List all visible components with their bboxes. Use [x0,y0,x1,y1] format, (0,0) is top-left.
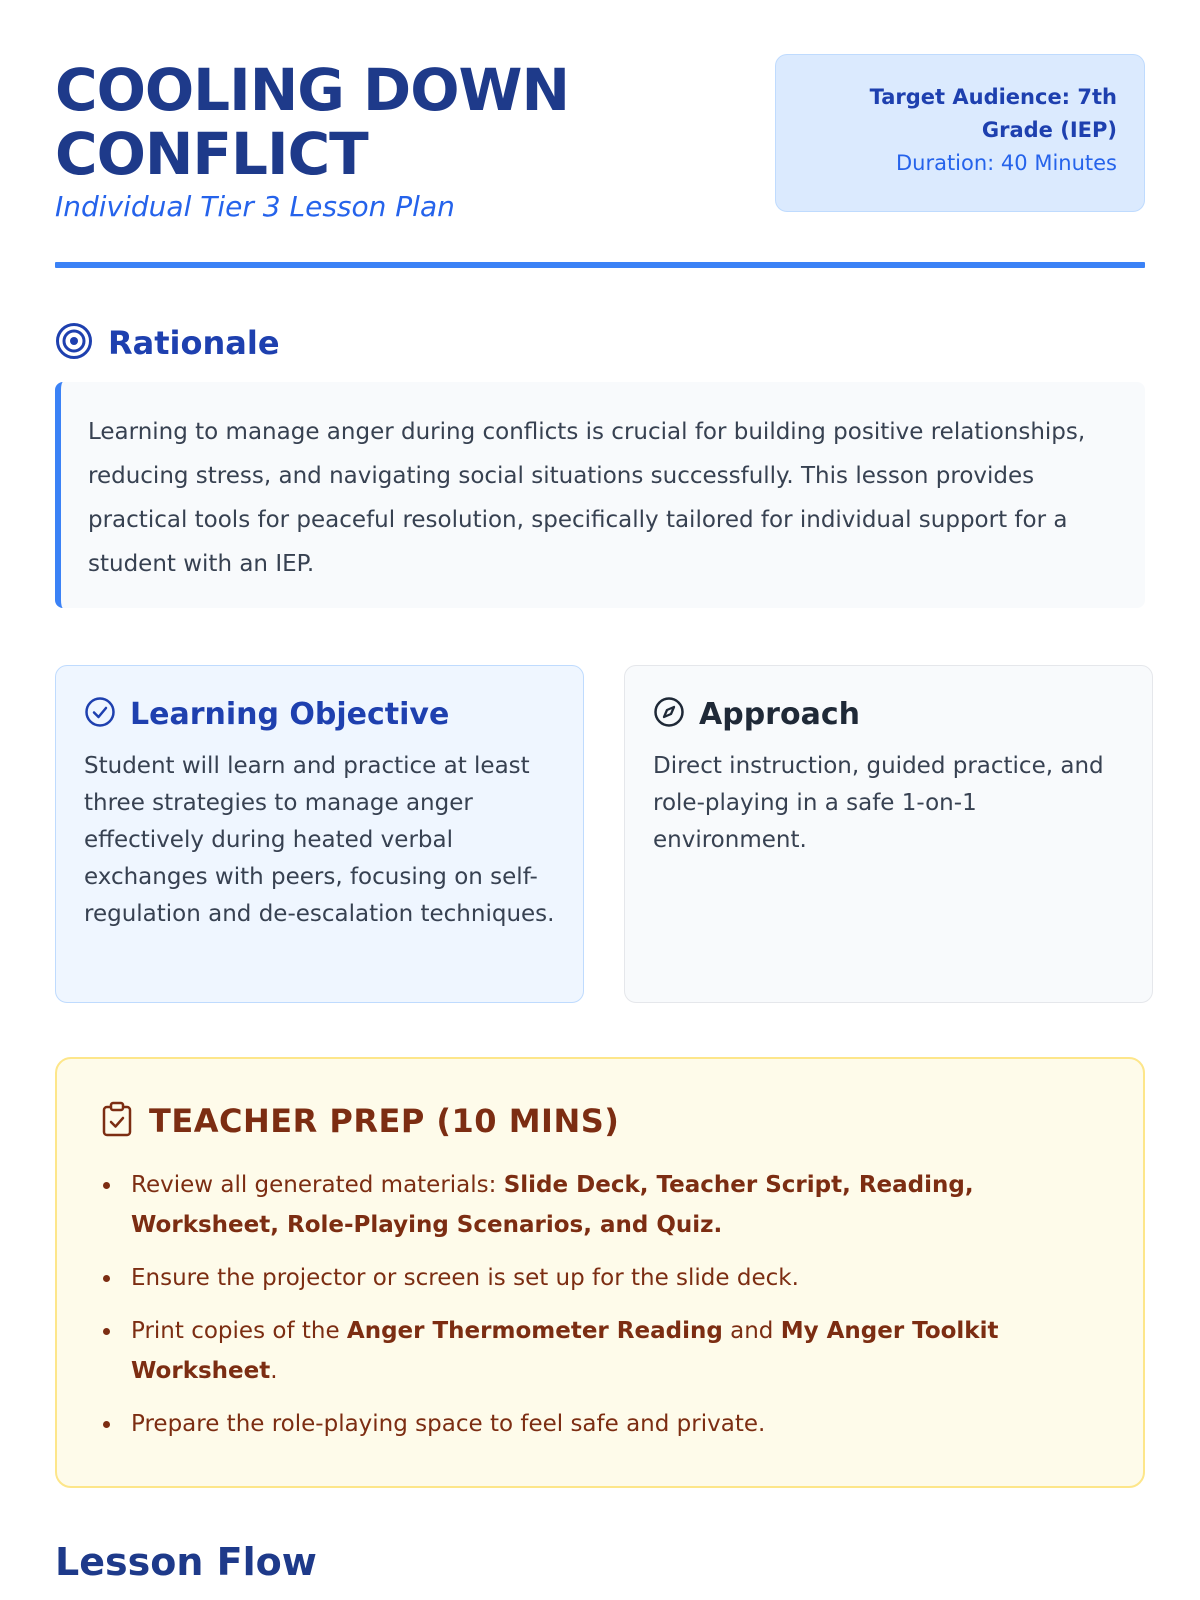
rationale-heading-row [55,322,280,364]
target-icon [55,322,93,364]
rationale-text: Learning to manage anger during conflicts is crucial for building positive relationships, reducing stress, and navigating social situations successfully. This lesson provides practical tools for peaceful resolution, specifically tailored for individual support for a student with an IEP. [88,419,1086,577]
teacher-prep-box [55,1057,1145,1488]
check-circle-icon [84,696,116,732]
learning-objective-text: Student will learn and practice at least three strategies to manage anger effectively during heated verbal exchanges with peers, focusing on self-regulation and de-escalation techniques. [84,753,555,927]
page-title: COOLING DOWN CONFLICT [55,56,570,188]
learning-objective-heading: Learning Objective [130,696,450,732]
learning-objective-card [55,665,584,1003]
approach-heading-row [653,696,1124,732]
learning-objective-heading-row [84,696,555,732]
target-audience: Target Audience: 7th Grade (IEP) [869,85,1117,142]
clipboard-check-icon [101,1101,133,1141]
compass-icon [653,696,685,732]
approach-heading: Approach [699,696,860,732]
teacher-prep-heading: TEACHER PREP (10 MINS) [149,1102,620,1140]
rationale-heading: Rationale [108,324,280,362]
list-item: Ensure the projector or screen is set up for the slide deck. [101,1258,1099,1298]
teacher-prep-list [101,1165,1099,1444]
approach-card [624,665,1153,1003]
list-item: Print copies of the Anger Thermometer Reading and My Anger Toolkit Worksheet. [101,1311,1099,1391]
page-subtitle: Individual Tier 3 Lesson Plan [55,190,455,223]
header-divider [55,262,1145,268]
header [55,0,1145,270]
audience-card [775,54,1145,212]
teacher-prep-heading-row [101,1101,1099,1141]
list-item: Prepare the role-playing space to feel safe and private. [101,1404,1099,1444]
approach-text: Direct instruction, guided practice, and role-playing in a safe 1-on-1 environment. [653,753,1104,853]
list-item: Review all generated materials: Slide Deck, Teacher Script, Reading, Worksheet, Role-Playing Scenarios, and Quiz. [101,1165,1099,1245]
rationale-box [55,382,1145,608]
lesson-flow-heading: Lesson Flow [55,1540,317,1584]
duration: Duration: 40 Minutes [895,151,1117,175]
